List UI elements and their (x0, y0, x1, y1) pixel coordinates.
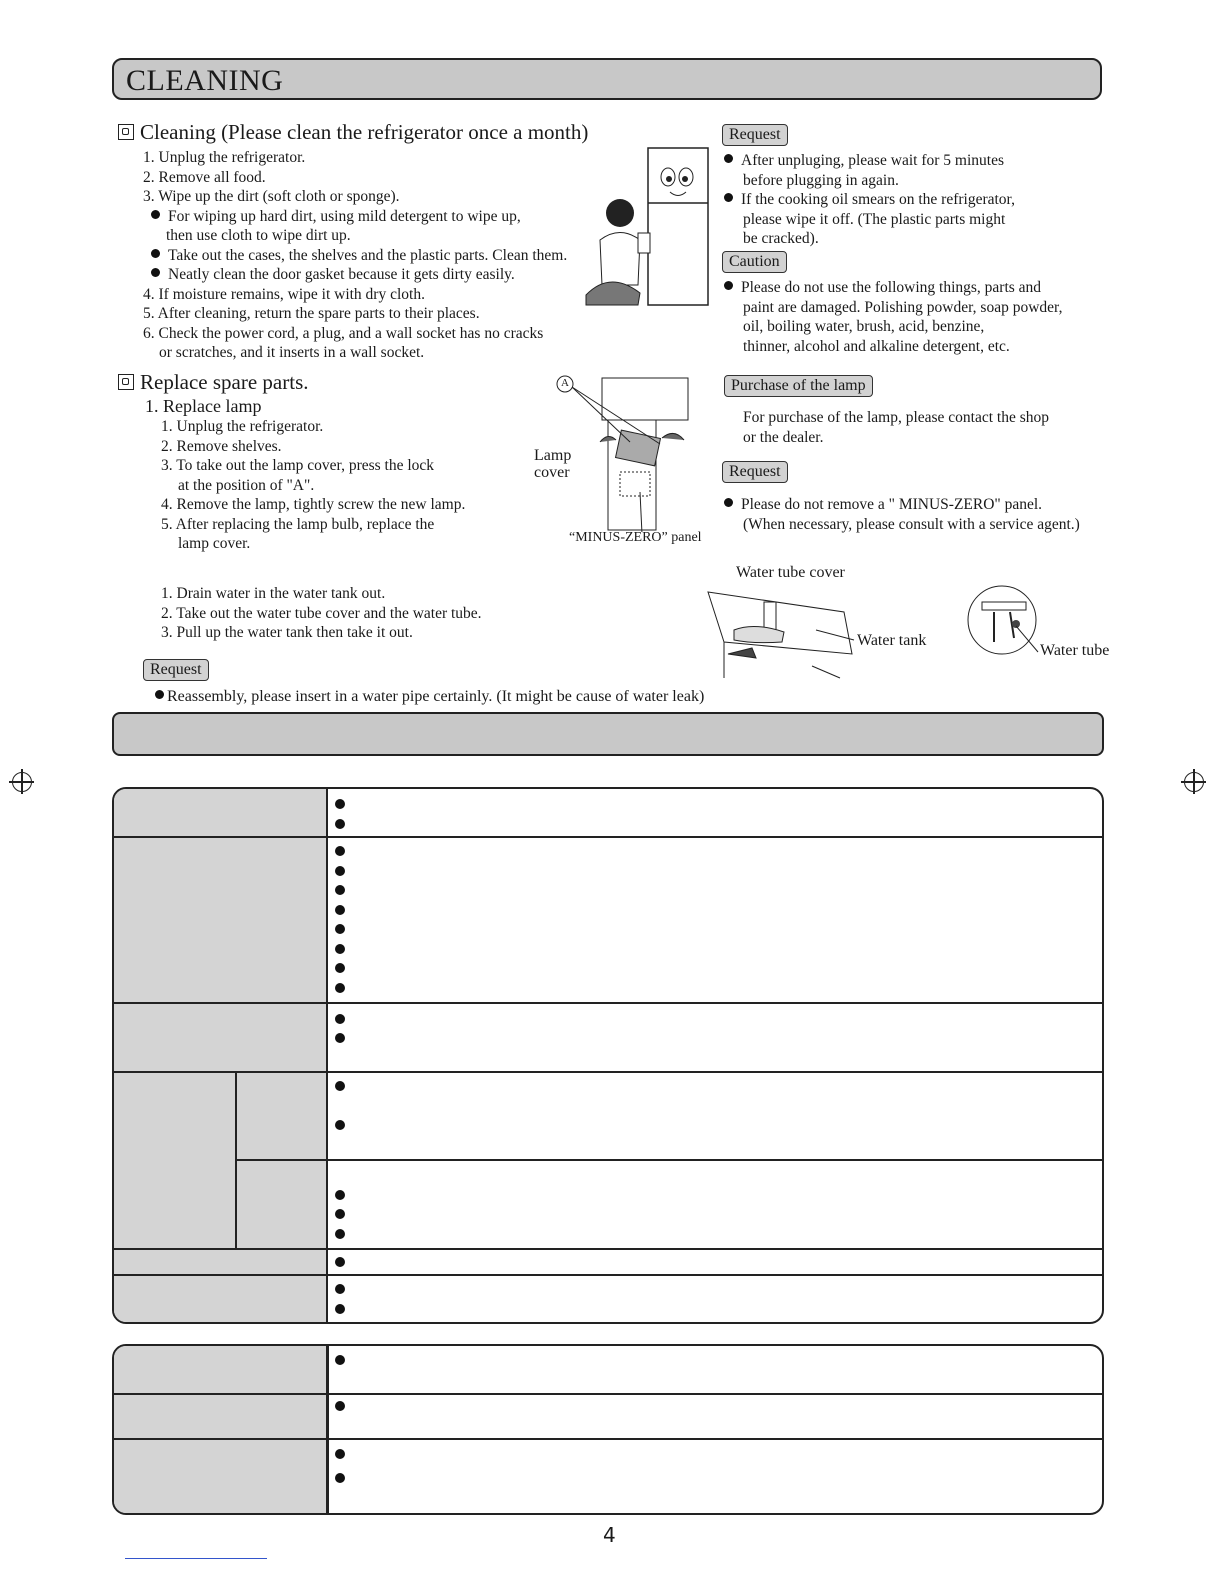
water-steps: 1. Drain water in the water tank out. 2. Take out the water tube cover and the water tube. 3. Pull up the water tank then take it out. (161, 585, 482, 641)
cleaning-step: 2. Remove all food. (143, 168, 266, 186)
purchase-text: For purchase of the lamp, please contact the shop or the dealer. (743, 409, 1050, 446)
info-table-1 (112, 787, 1104, 1324)
bullet-icon (335, 1257, 345, 1267)
bullet-icon (155, 690, 164, 699)
cleaning-title-text: Cleaning (Please clean the refrigerator once a month) (140, 120, 589, 144)
bullet-icon (724, 193, 733, 202)
cleaning-step: 1. Unplug the refrigerator. (143, 149, 306, 166)
request-tag: Request (722, 461, 788, 483)
bullet-icon (335, 799, 345, 809)
bullet-icon (335, 1209, 345, 1219)
purchase-box (724, 375, 873, 397)
bullet-icon (335, 905, 345, 915)
bullet-icon (724, 154, 733, 163)
water-tube-illustration (964, 582, 1044, 662)
label-a: A (561, 377, 569, 389)
bullet-icon (335, 1033, 345, 1043)
bullet-icon (724, 498, 733, 507)
request-1-text: After unpluging, please wait for 5 minutes before plugging in again. If the cooking oil smears on the refrigerator, please wipe it off. (The plastic parts might be cracked). (724, 151, 1015, 249)
section-square-icon (118, 374, 134, 390)
registration-mark-right-icon (1184, 772, 1204, 792)
replace-lamp-steps: 1. Unplug the refrigerator. 2. Remove shelves. 3. To take out the lamp cover, press the lock at the position of "A". 4. Remove the lamp, tightly screw the new lamp. 5. After replacing the lamp bulb, replace the lamp cover. (161, 418, 466, 552)
bullet-icon (335, 885, 345, 895)
label-minus-zero-panel: “MINUS-ZERO” panel (569, 530, 702, 545)
caution-tag: Caution (722, 251, 787, 273)
bullet-icon (335, 819, 345, 829)
bullet-icon (335, 1401, 345, 1411)
cleaning-step: or scratches, and it inserts in a wall socket. (159, 344, 425, 361)
bullet-icon (335, 1081, 345, 1091)
bullet-icon (335, 1473, 345, 1483)
request-tag: Request (722, 124, 788, 146)
cleaning-bullet: Take out the cases, the shelves and the plastic parts. Clean them. (143, 246, 567, 266)
bullet-icon (335, 866, 345, 876)
cleaning-fridge-illustration (580, 145, 715, 310)
cleaning-step: 4. If moisture remains, wipe it with dry cloth. (143, 285, 425, 303)
caution-box (722, 251, 787, 273)
cleaning-section-title (118, 120, 588, 145)
water-request-text: Reassembly, please insert in a water pipe certainly. (It might be cause of water leak) (155, 687, 704, 707)
bullet-icon (335, 1120, 345, 1130)
bullet-icon (335, 924, 345, 934)
cleaning-step: 3. Wipe up the dirt (soft cloth or sponge). (143, 188, 400, 205)
replace-title-text: Replace spare parts. (140, 370, 309, 394)
request-box-2 (722, 461, 788, 483)
cleaning-steps (143, 148, 567, 363)
caution-text: Please do not use the following things, parts and paint are damaged. Polishing powder, soap powder, oil, boiling water, brush, acid, benzine, thinner, alcohol and alkaline detergent, etc. (724, 278, 1062, 356)
footer-rule (125, 1558, 267, 1559)
bullet-icon (335, 846, 345, 856)
bullet-icon (335, 944, 345, 954)
bullet-icon (335, 1449, 345, 1459)
bullet-icon (335, 1355, 345, 1365)
cleaning-header (112, 58, 1102, 100)
bullet-icon (151, 210, 160, 219)
cleaning-step: 6. Check the power cord, a plug, and a wall socket has no cracks (143, 324, 544, 342)
label-water-tube: Water tube (1040, 642, 1110, 659)
section-square-icon (118, 124, 134, 140)
bullet-icon (335, 983, 345, 993)
registration-mark-left-icon (12, 772, 32, 792)
page-title: CLEANING (126, 64, 284, 97)
bullet-icon (335, 1014, 345, 1024)
section-band (112, 712, 1104, 756)
bullet-icon (335, 1190, 345, 1200)
request-tag: Request (143, 659, 209, 681)
replace-section-title (118, 370, 309, 395)
page-number: 4 (603, 1523, 616, 1547)
bullet-icon (335, 1229, 345, 1239)
replace-lamp-subtitle: 1. Replace lamp (145, 396, 262, 416)
table-label-column (114, 1346, 327, 1513)
bullet-icon (335, 963, 345, 973)
request-box-3 (143, 659, 209, 681)
lamp-cover-illustration (550, 372, 700, 532)
cleaning-step: 5. After cleaning, return the spare parts to their places. (143, 305, 480, 322)
water-tank-illustration (704, 582, 864, 682)
cleaning-bullet: For wiping up hard dirt, using mild detergent to wipe up, (143, 207, 567, 227)
table-label-column (114, 789, 327, 1322)
bullet-icon (151, 268, 160, 277)
label-water-tank: Water tank (857, 632, 927, 649)
bullet-icon (335, 1284, 345, 1294)
bullet-icon (335, 1304, 345, 1314)
label-lamp-cover: Lamp cover (534, 447, 572, 481)
bullet-icon (724, 281, 733, 290)
info-table-2 (112, 1344, 1104, 1515)
bullet-icon (151, 249, 160, 258)
label-water-tube-cover: Water tube cover (736, 564, 845, 581)
cleaning-bullet: Neatly clean the door gasket because it gets dirty easily. (143, 265, 567, 285)
request-2-text: Please do not remove a " MINUS-ZERO" panel. (When necessary, please consult with a service agent.) (724, 495, 1080, 534)
request-box-1 (722, 124, 788, 146)
cleaning-step: then use cloth to wipe dirt up. (166, 227, 351, 244)
purchase-tag: Purchase of the lamp (724, 375, 873, 397)
